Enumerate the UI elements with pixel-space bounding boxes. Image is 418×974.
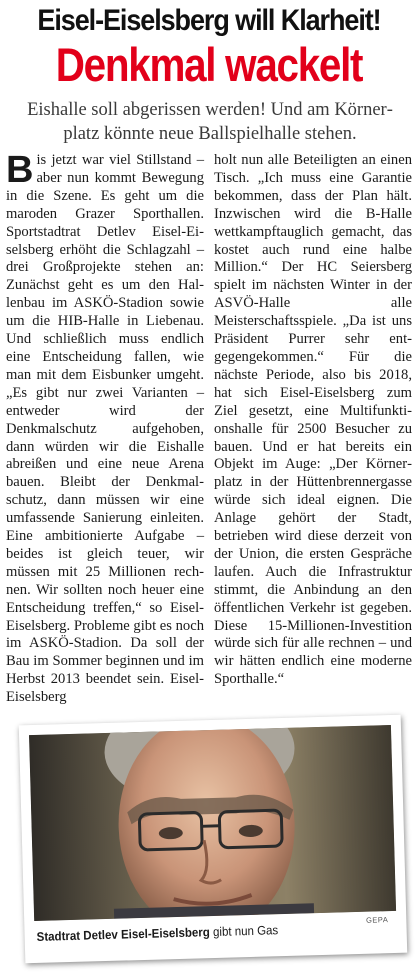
subheadline: Eishalle soll abgerissen werden! Und am Körnerplatz könnte neue Ballspielhalle stehen. [27, 100, 393, 144]
photo-credit: GEPA [365, 915, 389, 925]
photo-card [19, 715, 407, 964]
drop-cap: B [6, 149, 34, 191]
article-column-left [6, 149, 204, 707]
column-left-text: is jetzt war viel Stillstand – aber nun kommt Bewegung in die Szene. Es geht um die maroden Grazer Sporthallen. Sportstadtrat Detlev Eisel-Eiselsberg erhöht die Schlagzahl – drei Großprojekte stehen an: Zunächst geht es um den Hallenbau im ASKÖ-Stadion sowie um die HIB-Halle in Liebenau. Und schließlich muss endlich eine Entscheidung fallen, wie man mit dem Eisbunker umgeht. „Es gibt nur zwei Varianten – entweder wird der Denkmalschutz aufgehoben, dann würden wir die Eishalle abreißen und eine neue Arena bauen. Bleibt der Denkmalschutz, dann müssen wir eine umfassende Sanierung einleiten. Eine ambitionierte Aufgabe – beides ist gleich teuer, wir müssen mit 25 Millionen rechnen. Wir sollten noch heuer eine Entscheidung treffen,“ so Eisel-Eiselsberg. Probleme gibt es noch im ASKÖ-Stadion. Da soll der Bau im Sommer beginnen und im Herbst 2013 beendet sein. Eisel-Eiselsberg [6, 152, 204, 706]
portrait-photo [29, 725, 396, 921]
article-column-right [214, 152, 412, 689]
headline: Eisel-Eiselsberg will Klarheit! [37, 4, 381, 37]
photo-caption [36, 921, 340, 943]
column-right-text: holt nun alle Beteiligten an einen Tisch. „Ich muss eine Garantie bekommen, dass der Plan hält. Inzwischen wird die B-Halle wettkampftauglich gemacht, das kostet auch rund eine halbe Million.“ Der HC Seiersberg spielt im nächsten Winter in der ASVÖ-Halle alle Meisterschaftsspiele. „Da ist uns Präsident Purrer sehr entgegengekommen.“ Für die nächste Periode, also bis 2018, hat sich Eisel-Eiselsberg zum Ziel gesetzt, eine Multifunktionshalle für 2500 Besucher zu bauen. Und er hat bereits ein Objekt im Auge: „Der Körnerplatz in der Hüttenbrennergasse würde sich ideal eignen. Die Anlage gehört der Stadt, betrieben wird diese derzeit von der Union, die ersten Gespräche laufen. Auch die Infrastruktur stimmt, die Anbindung an den öffentlichen Verkehr ist gegeben. Diese 15-Millionen-Investition würde sich für alle rechnen – und wir hätten endlich eine moderne Sporthalle.“ [214, 152, 412, 688]
caption-name: Stadtrat Detlev Eisel-Eiselsberg [36, 925, 211, 944]
article-title: Denkmal wackelt [55, 38, 363, 91]
portrait-illustration [29, 725, 396, 921]
caption-text: gibt nun Gas [209, 923, 279, 940]
